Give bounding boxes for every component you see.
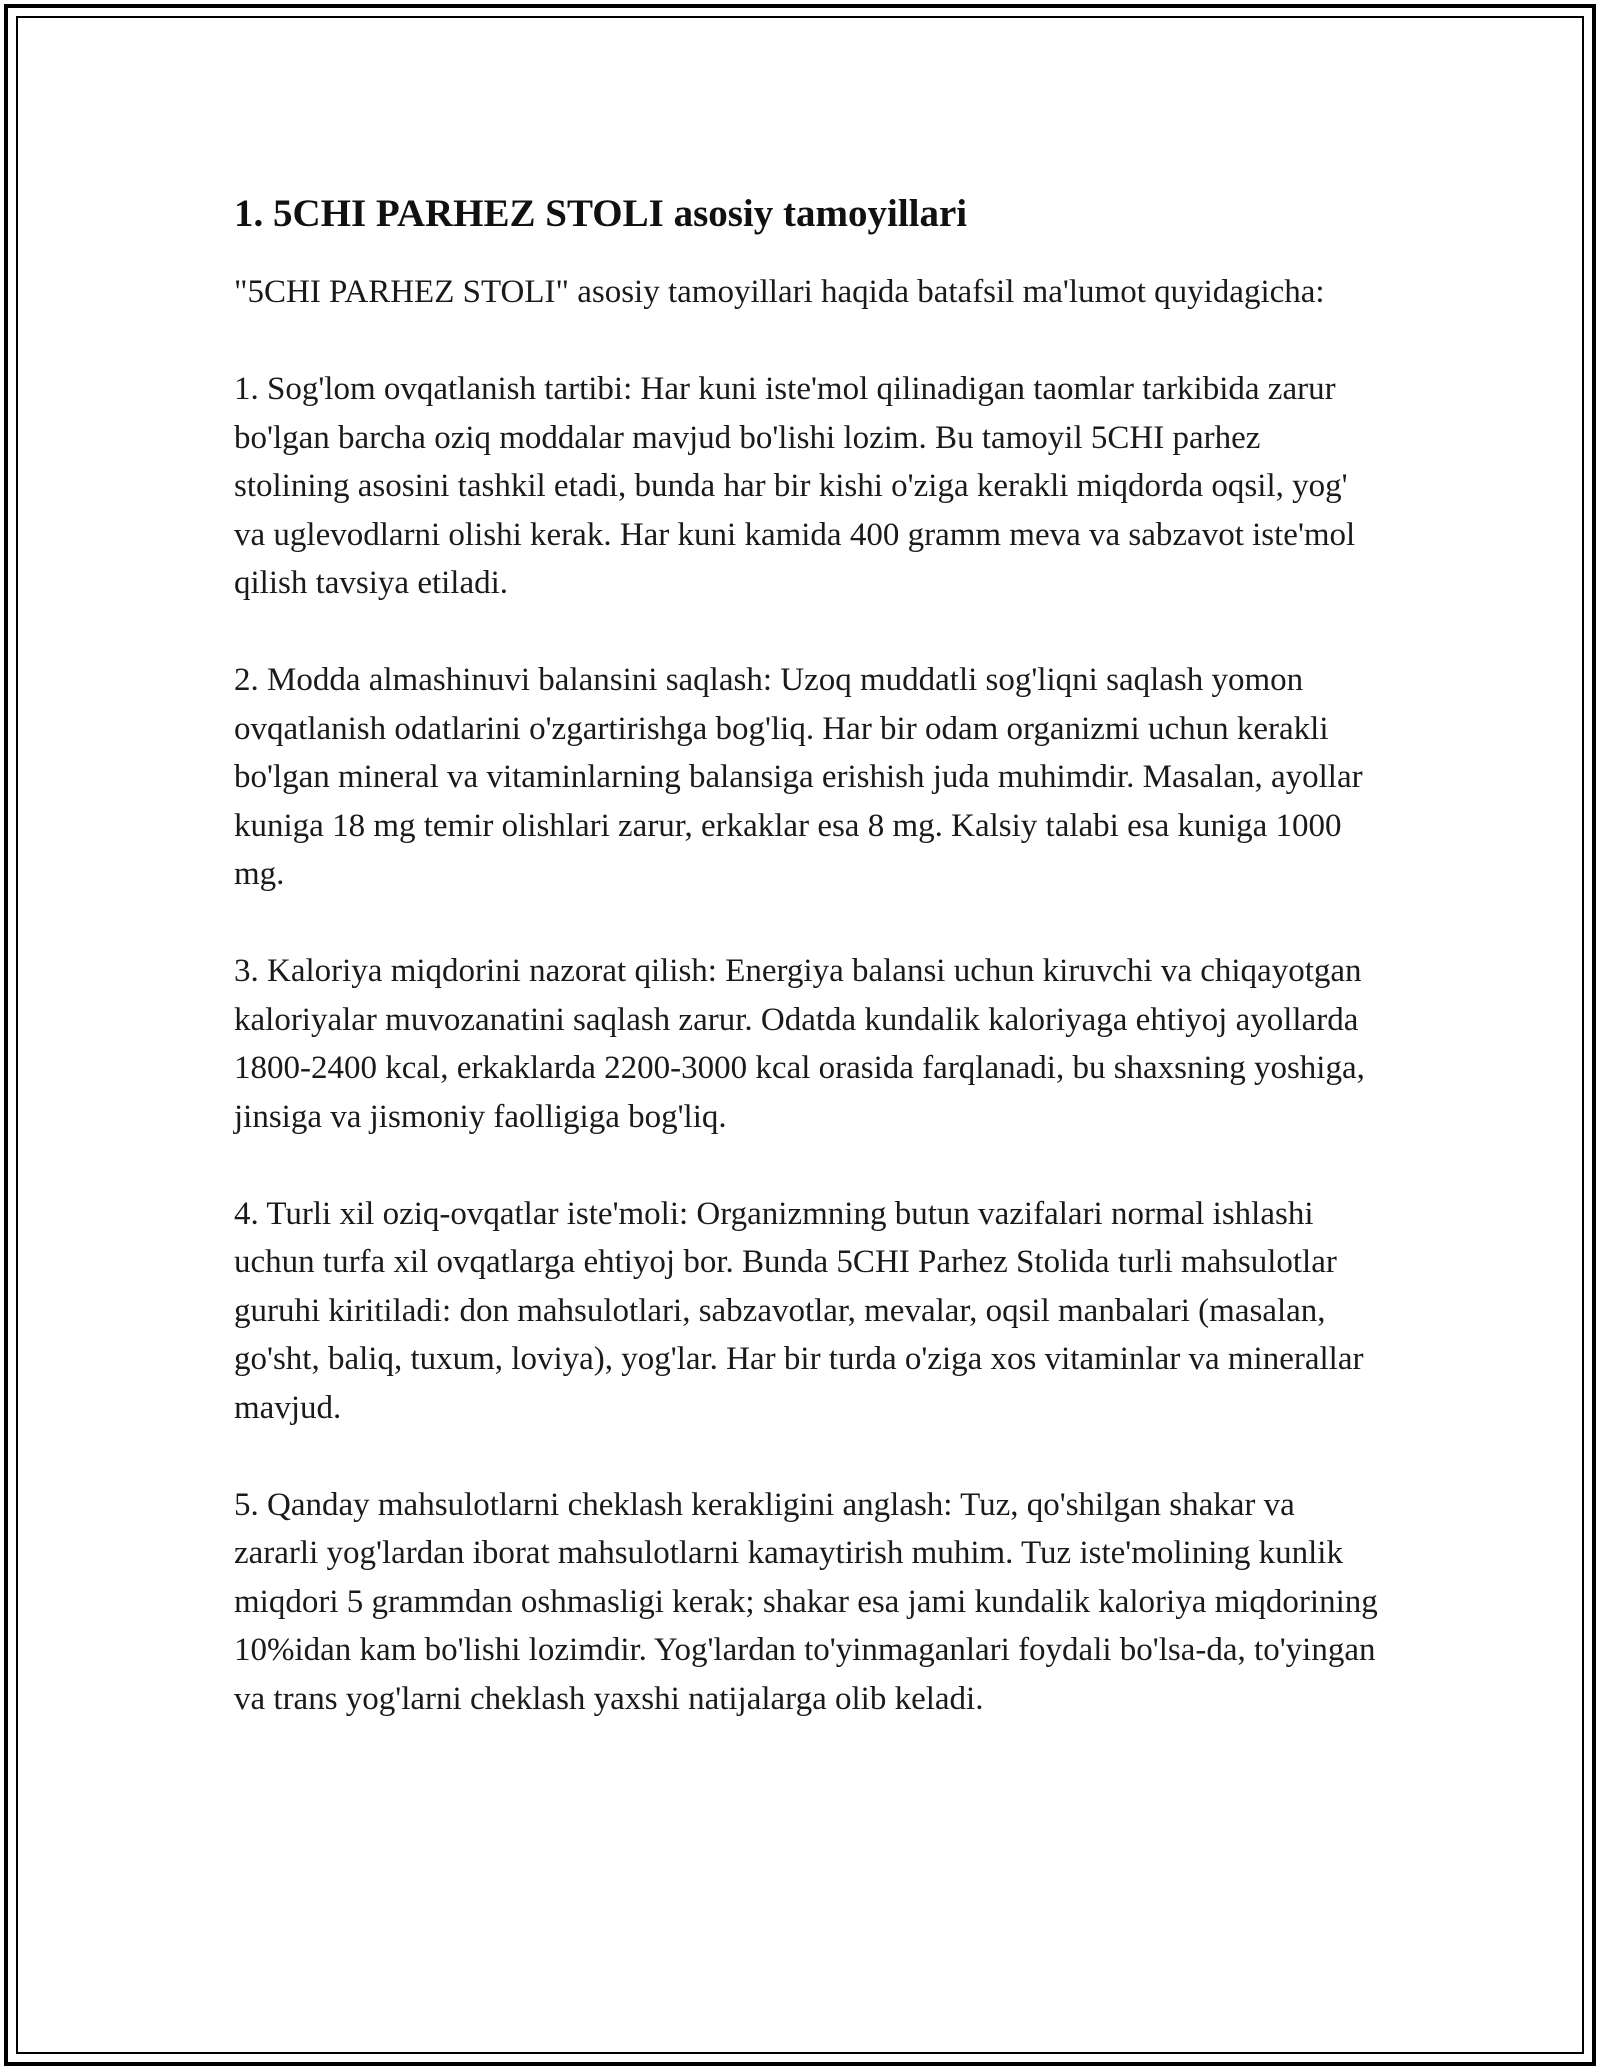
principle-1-paragraph: 1. Sog'lom ovqatlanish tartibi: Har kuni iste'mol qilinadigan taomlar tarkibida zarur bo'lgan barcha oziq moddalar mavjud bo'lishi lozim. Bu tamoyil 5CHI parhez stolining asosini tashkil etadi, bunda har bir kishi o'ziga kerakli miqdorda oqsil, yog' va uglevodlarni olishi kerak. Har kuni kamida 400 gramm meva va sabzavot iste'mol qilish tavsiya etiladi. [234, 371, 1356, 601]
principle-3-paragraph: 3. Kaloriya miqdorini nazorat qilish: Energiya balansi uchun kiruvchi va chiqayotgan kaloriyalar muvozanatini saqlash zarur. Odatda kundalik kaloriyaga ehtiyoj ayollarda 1800-2400 kcal, erkaklarda 2200-3000 kcal orasida farqlanadi, bu shaxsning yoshiga, jinsiga va jismoniy faolligiga bog'liq. [234, 953, 1365, 1135]
document-body [234, 186, 1384, 1723]
principle-2-paragraph: 2. Modda almashinuvi balansini saqlash: Uzoq muddatli sog'liqni saqlash yomon ovqatlanish odatlarini o'zgartirishga bog'liq. Har bir odam organizmi uchun kerakli bo'lgan mineral va vitaminlarning balansiga erishish juda muhimdir. Masalan, ayollar kuniga 18 mg temir olishlari zarur, erkaklar esa 8 mg. Kalsiy talabi esa kuniga 1000 mg. [234, 662, 1363, 892]
document-title: 1. 5CHI PARHEZ STOLI asosiy tamoyillari [234, 192, 968, 235]
principle-4-paragraph: 4. Turli xil oziq-ovqatlar iste'moli: Organizmning butun vazifalari normal ishlashi uchun turfa xil ovqatlarga ehtiyoj bor. Bunda 5CHI Parhez Stolida turli mahsulotlar guruhi kiritiladi: don mahsulotlari, sabzavotlar, mevalar, oqsil manbalari (masalan, go'sht, baliq, tuxum, loviya), yog'lar. Har bir turda o'ziga xos vitaminlar va minerallar mavjud. [234, 1195, 1364, 1426]
intro-paragraph: "5CHI PARHEZ STOLI" asosiy tamoyillari haqida batafsil ma'lumot quyidagicha: [234, 274, 1325, 310]
principle-5-paragraph: 5. Qanday mahsulotlarni cheklash kerakligini anglash: Tuz, qo'shilgan shakar va zararli yog'lardan iborat mahsulotlarni kamaytirish muhim. Tuz iste'molining kunlik miqdori 5 grammdan oshmasligi kerak; shakar esa jami kundalik kaloriya miqdorining 10%idan kam bo'lishi lozimdir. Yog'lardan to'yinmaganlari foydali bo'lsa-da, to'yingan va trans yog'larni cheklash yaxshi natijalarga olib keladi. [234, 1486, 1378, 1717]
